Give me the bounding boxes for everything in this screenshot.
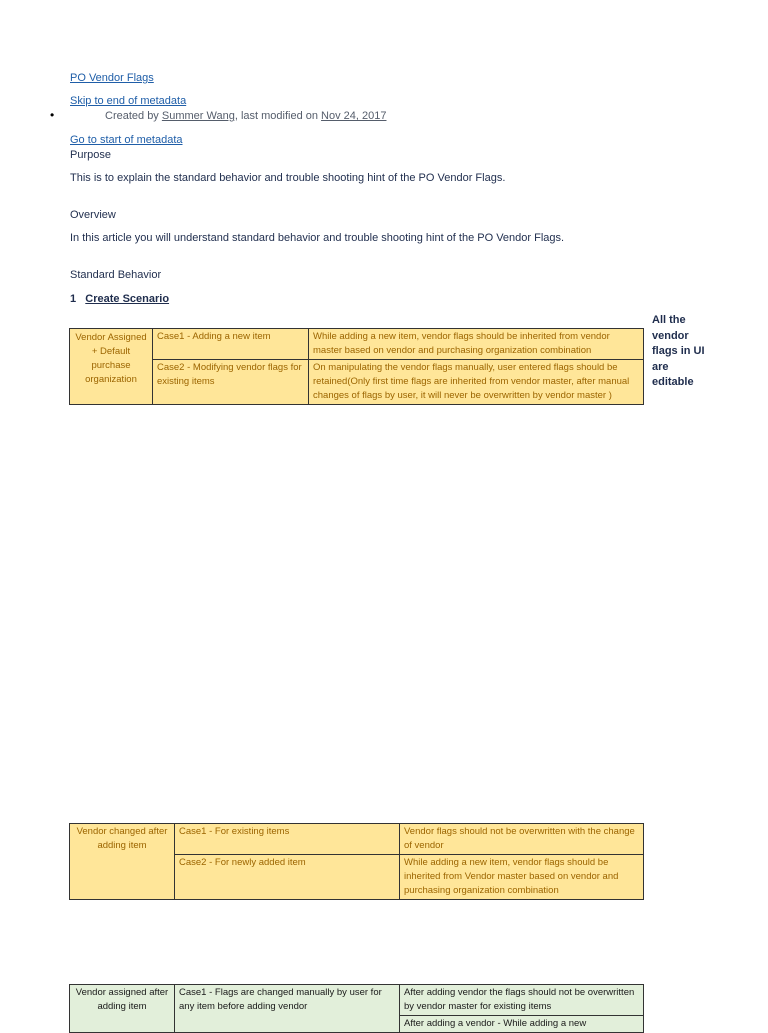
author-link[interactable]: Summer Wang bbox=[161, 110, 235, 122]
create-scenario-heading bbox=[70, 292, 169, 306]
purpose-text: This is to explain the standard behavior and trouble shooting hint of the PO Vendor Flags. bbox=[70, 172, 506, 184]
section-number: 1 bbox=[70, 293, 77, 305]
go-to-start-link[interactable]: Go to start of metadata bbox=[70, 134, 183, 146]
table-desc-cell: After adding a vendor - While adding a new bbox=[400, 1016, 644, 1033]
table-case-cell: Case1 - Adding a new item bbox=[153, 329, 309, 360]
vendor-assigned-table bbox=[69, 984, 644, 1033]
table-desc-cell: After adding vendor the flags should not be overwritten by vendor master for existing items bbox=[400, 985, 644, 1016]
create-scenario-table bbox=[69, 328, 644, 405]
table-case-cell: Case1 - Flags are changed manually by user for any item before adding vendor bbox=[175, 985, 400, 1033]
table-group-cell: Vendor assigned after adding item bbox=[70, 985, 175, 1033]
modified-date-link[interactable]: Nov 24, 2017 bbox=[321, 110, 387, 122]
bullet-icon: • bbox=[50, 108, 55, 122]
table-case-cell: Case2 - For newly added item bbox=[175, 855, 400, 900]
table-group-cell: Vendor changed after adding item bbox=[70, 824, 175, 900]
table-desc-cell: While adding a new item, vendor flags should be inherited from Vendor master based on vendor and purchasing organization combination bbox=[400, 855, 644, 900]
skip-to-end-link[interactable]: Skip to end of metadata bbox=[70, 95, 187, 107]
table-row bbox=[70, 360, 644, 405]
table-desc-cell: Vendor flags should not be overwritten with the change of vendor bbox=[400, 824, 644, 855]
table-case-cell: Case1 - For existing items bbox=[175, 824, 400, 855]
table-case-cell: Case2 - Modifying vendor flags for existing items bbox=[153, 360, 309, 405]
vendor-changed-table bbox=[69, 823, 644, 900]
table-row bbox=[70, 824, 644, 855]
overview-heading: Overview bbox=[70, 209, 116, 221]
page-metadata bbox=[105, 109, 386, 123]
overview-text: In this article you will understand standard behavior and trouble shooting hint of the PO Vendor Flags. bbox=[70, 232, 565, 244]
table-row bbox=[70, 329, 644, 360]
page-title-link[interactable]: PO Vendor Flags bbox=[70, 72, 154, 84]
side-note: All the vendor flags in UI are editable bbox=[652, 314, 705, 388]
modified-label: , last modified on bbox=[234, 110, 322, 122]
table-group-cell: Vendor Assigned + Default purchase organization bbox=[70, 329, 153, 405]
table-desc-cell: On manipulating the vendor flags manually, user entered flags should be retained(Only first time flags are inherited from vendor master, after manual changes of flags by user, it will never be overwritten by vendor master ) bbox=[309, 360, 644, 405]
table-row bbox=[70, 985, 644, 1016]
created-by-label: Created by bbox=[105, 110, 162, 122]
purpose-heading: Purpose bbox=[70, 149, 111, 161]
section-title: Create Scenario bbox=[85, 293, 170, 305]
standard-behavior-heading: Standard Behavior bbox=[70, 269, 162, 281]
table-desc-cell: While adding a new item, vendor flags should be inherited from vendor master based on vendor and purchasing organization combination bbox=[309, 329, 644, 360]
